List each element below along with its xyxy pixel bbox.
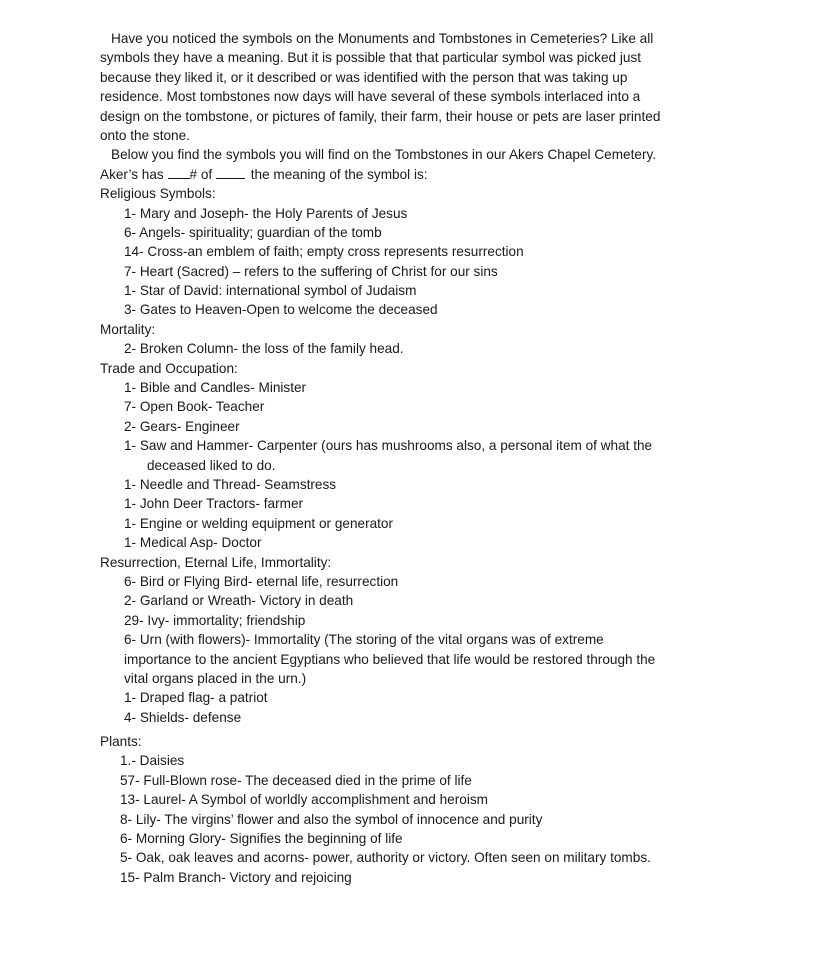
- list-item: 6- Angels- spirituality; guardian of the tomb: [124, 224, 382, 240]
- section-heading-trade: Trade and Occupation:: [100, 360, 238, 376]
- list-item: 1.- Daisies: [120, 753, 185, 769]
- intro-line: symbols they have a meaning. But it is possible that that particular symbol was picked just: [100, 50, 641, 66]
- list-item: 1- Saw and Hammer- Carpenter (ours has mushrooms also, a personal item of what the: [124, 438, 653, 454]
- intro-line: residence. Most tombstones now days will have several of these symbols interlaced into a: [100, 89, 641, 105]
- intro-line: because they liked it, or it described or was identified with the person that was taking up: [100, 69, 628, 85]
- legend-part-c: the meaning of the symbol is:: [246, 166, 428, 182]
- list-item-continuation: vital organs placed in the urn.): [124, 670, 307, 686]
- list-item: 6- Morning Glory- Signifies the beginning of life: [120, 831, 403, 847]
- list-item: 6- Urn (with flowers)- Immortality (The storing of the vital organs was of extreme: [124, 632, 604, 648]
- list-item: 8- Lily- The virgins’ flower and also the symbol of innocence and purity: [120, 811, 543, 827]
- list-item: 1- John Deer Tractors- farmer: [124, 496, 304, 512]
- list-item: 1- Draped flag- a patriot: [124, 690, 268, 706]
- list-item: 29- Ivy- immortality; friendship: [124, 612, 306, 628]
- list-item: 1- Needle and Thread- Seamstress: [124, 476, 337, 492]
- list-item: 1- Bible and Candles- Minister: [124, 380, 307, 396]
- list-item-continuation: deceased liked to do.: [147, 457, 276, 473]
- section-heading-religious: Religious Symbols:: [100, 186, 216, 202]
- blank-count-line: [168, 166, 190, 179]
- list-item: 4- Shields- defense: [124, 709, 242, 725]
- list-item: 3- Gates to Heaven-Open to welcome the deceased: [124, 302, 438, 318]
- list-item: 6- Bird or Flying Bird- eternal life, resurrection: [124, 573, 399, 589]
- intro-line: onto the stone.: [100, 127, 190, 143]
- list-item: 2- Broken Column- the loss of the family head.: [124, 341, 404, 357]
- below-paragraph: Below you find the symbols you will find on the Tombstones in our Akers Chapel Cemetery.: [111, 147, 657, 163]
- list-item: 7- Open Book- Teacher: [124, 399, 265, 415]
- list-item-continuation: importance to the ancient Egyptians who believed that life would be restored through the: [124, 651, 656, 667]
- intro-line: Have you noticed the symbols on the Monuments and Tombstones in Cemeteries? Like all: [111, 31, 654, 46]
- list-item: 5- Oak, oak leaves and acorns- power, authority or victory. Often seen on military tombs.: [120, 850, 651, 866]
- list-item: 7- Heart (Sacred) – refers to the suffering of Christ for our sins: [124, 263, 498, 279]
- legend-part-b: # of: [189, 166, 216, 182]
- section-heading-mortality: Mortality:: [100, 321, 156, 337]
- legend-part-a: Aker’s has: [100, 166, 168, 182]
- list-item: 1- Medical Asp- Doctor: [124, 535, 262, 551]
- list-item: 13- Laurel- A Symbol of worldly accomplishment and heroism: [120, 792, 488, 808]
- blank-symbol-line: [216, 166, 245, 179]
- list-item: 2- Garland or Wreath- Victory in death: [124, 593, 354, 609]
- list-item: 2- Gears- Engineer: [124, 418, 240, 434]
- list-item: 1- Star of David: international symbol of Judaism: [124, 283, 417, 299]
- legend-line: [100, 165, 720, 184]
- list-item: 1- Engine or welding equipment or generator: [124, 515, 394, 531]
- list-item: 15- Palm Branch- Victory and rejoicing: [120, 869, 352, 885]
- section-heading-plants: Plants:: [100, 734, 142, 750]
- list-item: 14- Cross-an emblem of faith; empty cross represents resurrection: [124, 244, 524, 260]
- document-body: [100, 29, 720, 887]
- list-item: 57- Full-Blown rose- The deceased died in the prime of life: [120, 772, 472, 788]
- list-item: 1- Mary and Joseph- the Holy Parents of Jesus: [124, 205, 408, 221]
- section-heading-resurrection: Resurrection, Eternal Life, Immortality:: [100, 554, 332, 570]
- intro-line: design on the tombstone, or pictures of family, their farm, their house or pets are laser printed: [100, 108, 661, 124]
